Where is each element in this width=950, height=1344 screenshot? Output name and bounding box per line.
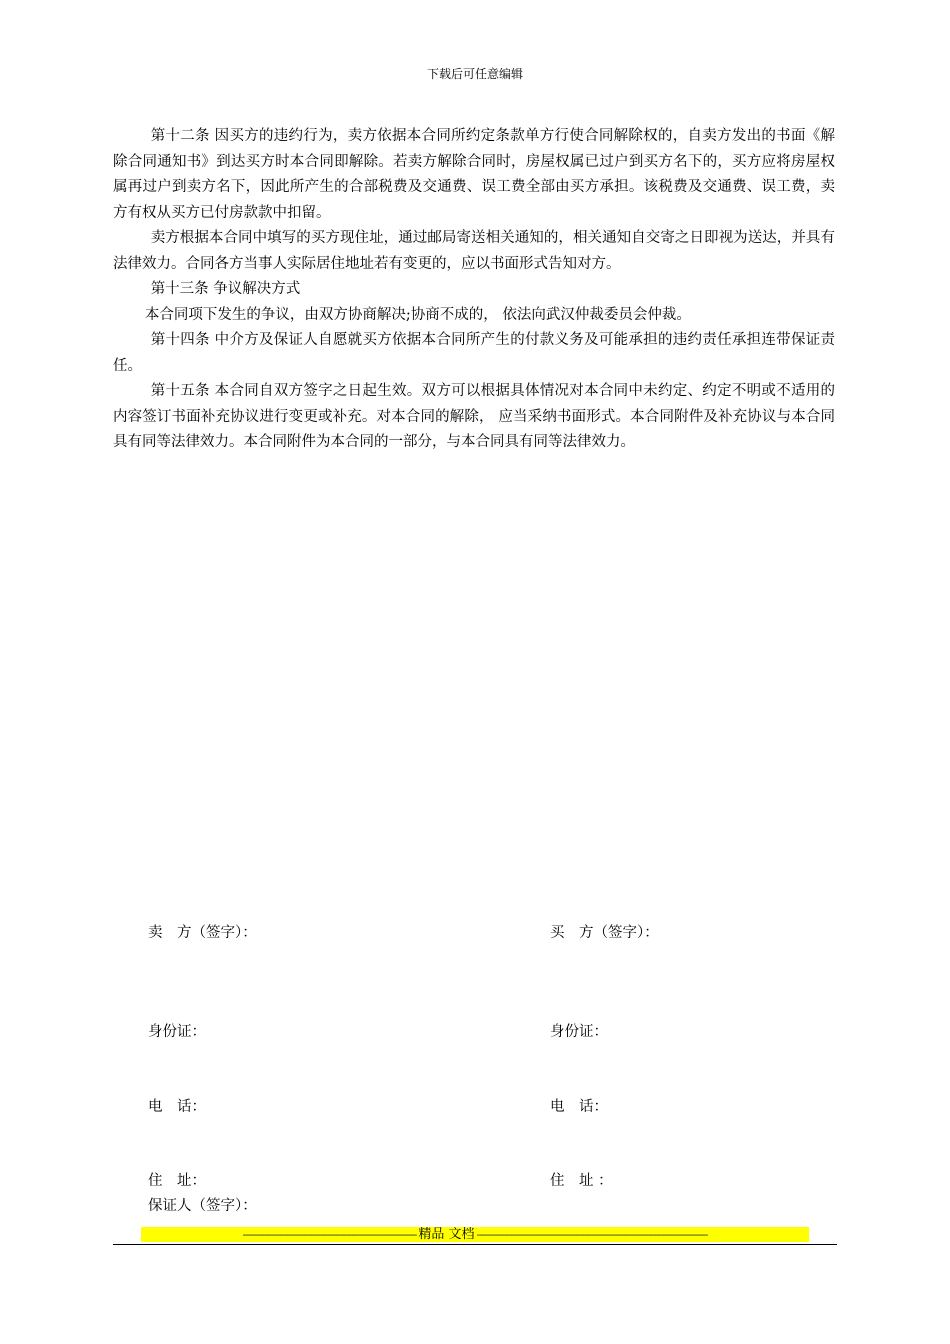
clause-13-heading: 第十三条 争议解决方式 <box>150 281 301 297</box>
seller-phone-label: 电 话： <box>148 1099 206 1115</box>
footer-mark: 精品 文档 <box>418 1227 475 1242</box>
guarantor-signature-label: 保证人（签字）： <box>148 1198 257 1214</box>
footer-dashes-right: ------------------------------------------------------------------------------------- <box>476 1228 708 1241</box>
buyer-address-label: 住 址 ： <box>550 1173 613 1189</box>
seller-address-label: 住 址： <box>148 1173 206 1189</box>
clause-15-paragraph: 第十五条 本合同自双方签字之日起生效。双方可以根据具体情况对本合同中未约定、约定不明或不适用的内容签订书面补充协议进行变更或补充。对本合同的解除， 应当采纳书面形式。本合同附件及补充协议与本合同具有同等法律效力。本合同附件为本合同的一部分，与本合同具有同等法律效力。 <box>113 383 835 450</box>
header-note: 下载后可任意编辑 <box>426 67 523 81</box>
seller-id-label: 身份证： <box>148 1024 206 1040</box>
seller-signature-label: 卖 方（签字）： <box>148 925 257 941</box>
clause-14-paragraph: 第十四条 中介方及保证人自愿就买方依据本合同所产生的付款义务及可能承担的违约责任承担连带保证责任。 <box>113 332 835 374</box>
buyer-signature-label: 买 方（签字）： <box>550 925 659 941</box>
clause-12-paragraph: 第十二条 因买方的违约行为，卖方依据本合同所约定条款单方行使合同解除权的，自卖方发出的书面《解除合同通知书》到达买方时本合同即解除。若卖方解除合同时，房屋权属已过户到买方名下的，买方应将房屋权属再过户到卖方名下，因此所产生的合部税费及交通费、误工费全部由买方承担。该税费及交通费、误工费，卖方有权从买方已付房款款中扣留。 <box>113 128 835 221</box>
buyer-phone-label: 电 话： <box>550 1099 608 1115</box>
footer-highlight-band <box>141 1227 809 1242</box>
notice-delivery-paragraph: 卖方根据本合同中填写的买方现住址，通过邮局寄送相关通知的，相关通知自交寄之日即视为送达，并具有法律效力。合同各方当事人实际居住地址若有变更的，应以书面形式告知对方。 <box>113 230 835 272</box>
dispute-resolution-paragraph: 本合同项下发生的争议，由双方协商解决;协商不成的， 依法向武汉仲裁委员会仲裁。 <box>144 306 691 323</box>
footer-rule <box>113 1244 837 1245</box>
footer-dashes-left: ---------------------------------------------------------------- <box>242 1228 417 1241</box>
contract-body <box>113 124 835 456</box>
buyer-id-label: 身份证： <box>550 1024 608 1040</box>
